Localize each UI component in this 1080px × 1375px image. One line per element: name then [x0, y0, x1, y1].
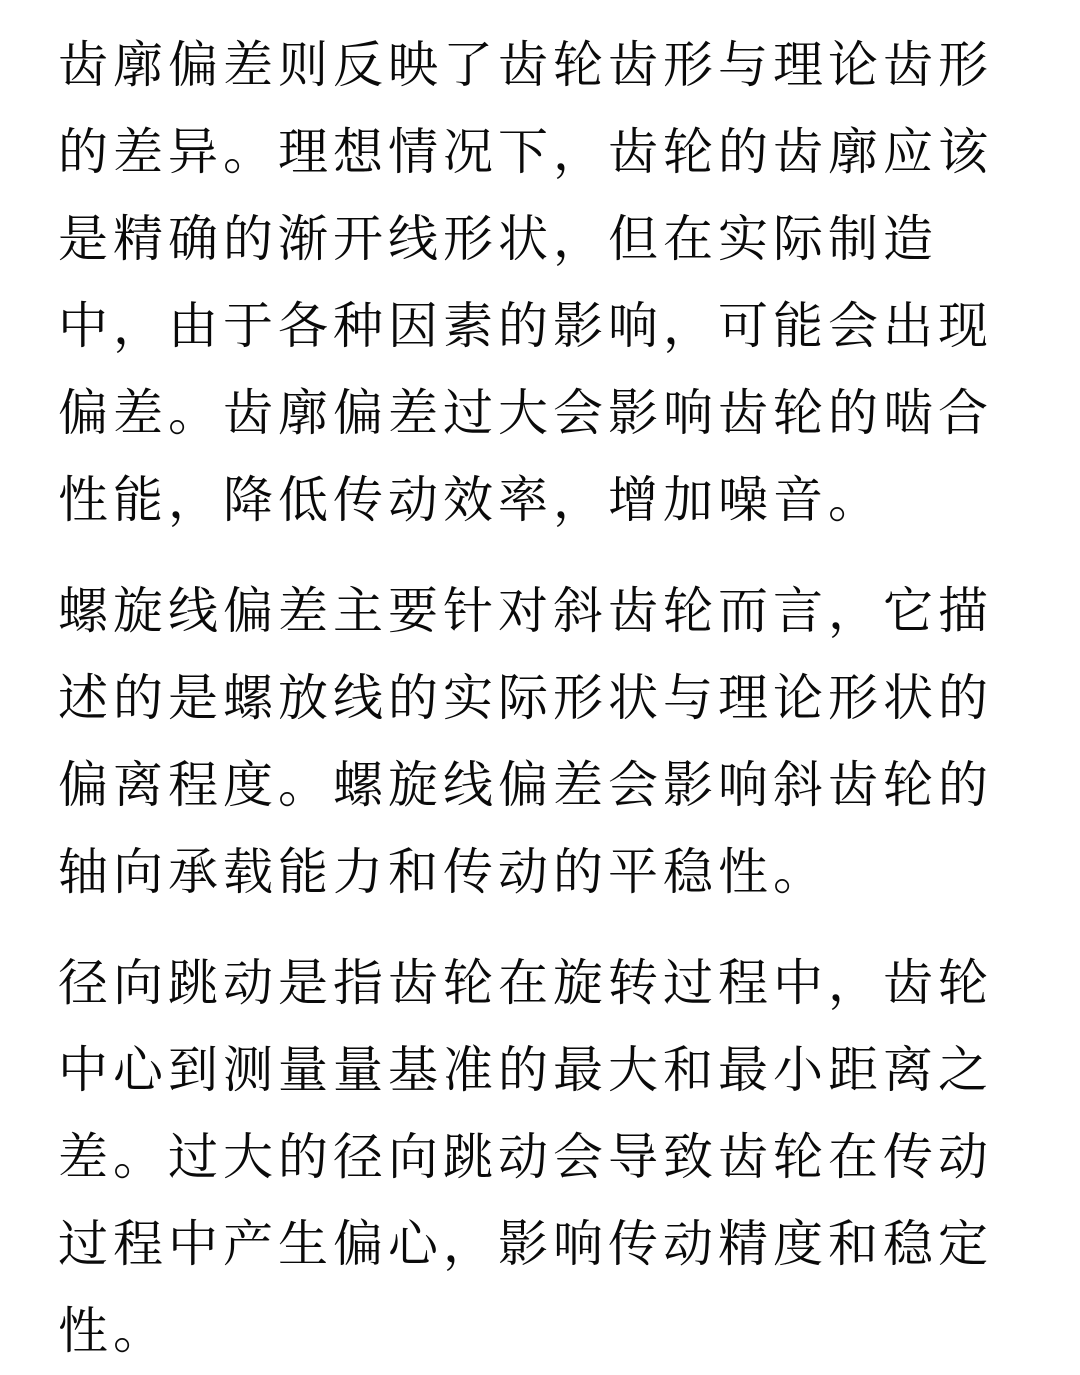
text-line: 齿廓偏差则反映了齿轮齿形与理论齿形 — [58, 36, 993, 94]
text-line: 过程中产生偏心，影响传动精度和稳定 — [58, 1215, 993, 1273]
text-line: 差。过大的径向跳动会导致齿轮在传动 — [58, 1128, 993, 1186]
text-line: 螺旋线偏差主要针对斜齿轮而言，它描 — [58, 582, 993, 640]
article-body — [58, 22, 1033, 1362]
text-line: 中心到测量量基准的最大和最小距离之 — [58, 1041, 993, 1099]
text-line: 轴向承载能力和传动的平稳性。 — [58, 843, 828, 901]
text-line: 述的是螺放线的实际形状与理论形状的 — [58, 669, 993, 727]
text-line: 性。 — [58, 1302, 168, 1360]
text-line: 的差异。理想情况下，齿轮的齿廓应该 — [58, 123, 993, 181]
text-line: 径向跳动是指齿轮在旋转过程中，齿轮 — [58, 954, 993, 1012]
paragraph-radial-runout — [58, 940, 1033, 1375]
text-line: 偏离程度。螺旋线偏差会影响斜齿轮的 — [58, 756, 993, 814]
text-line: 是精确的渐开线形状，但在实际制造 — [58, 210, 938, 268]
paragraph-profile-deviation — [58, 22, 1033, 544]
text-line: 偏差。齿廓偏差过大会影响齿轮的啮合 — [58, 384, 993, 442]
paragraph-helix-deviation — [58, 568, 1033, 916]
text-line: 性能，降低传动效率，增加噪音。 — [58, 471, 883, 529]
text-line: 中，由于各种因素的影响，可能会出现 — [58, 297, 993, 355]
